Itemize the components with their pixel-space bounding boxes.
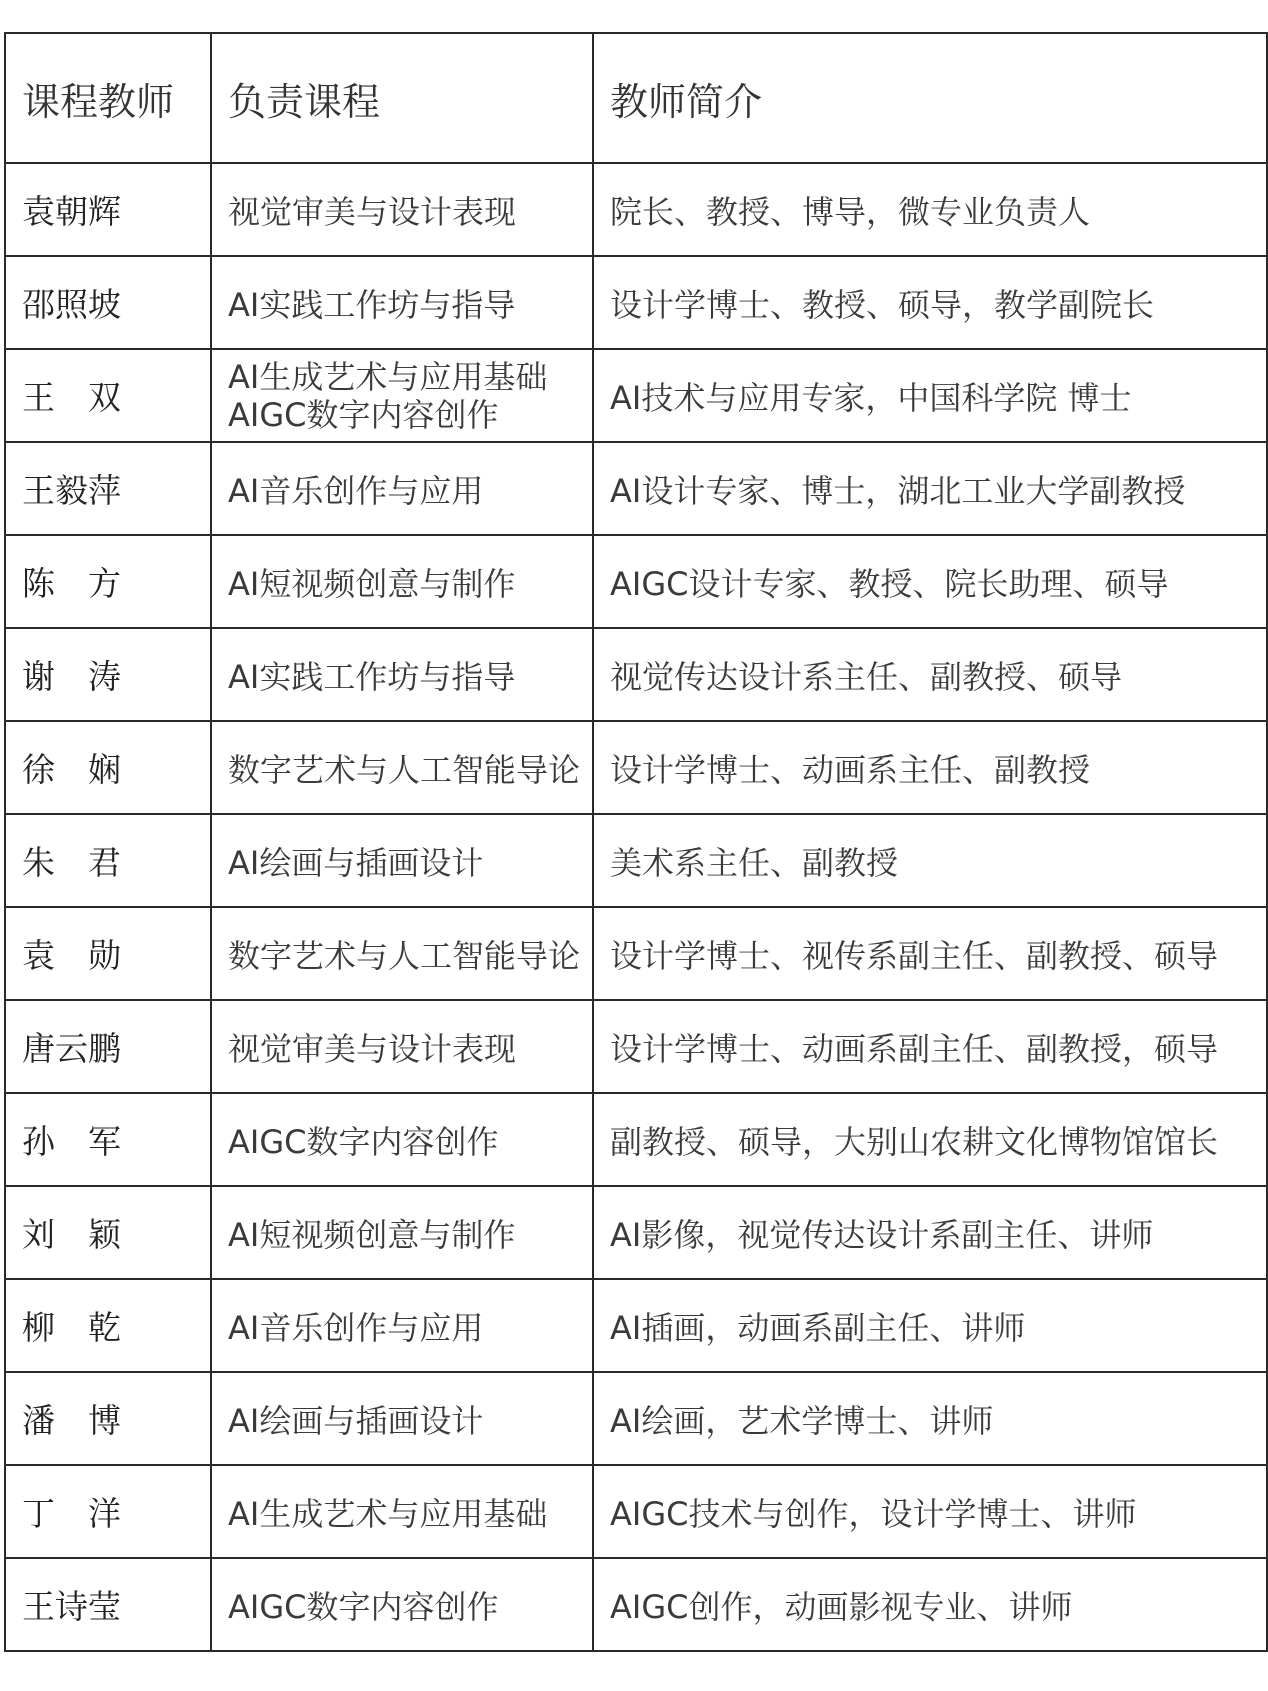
teacher-name-cell: 徐 娴 [5, 721, 211, 814]
teacher-bio-cell: 副教授、硕导，大别山农耕文化博物馆馆长 [593, 1093, 1267, 1186]
table-header-row [5, 33, 1267, 163]
course-cell [211, 535, 593, 628]
course-name: AI生成艺术与应用基础 [228, 357, 548, 396]
teacher-bio-cell: AI设计专家、博士，湖北工业大学副教授 [593, 442, 1267, 535]
course-name: AIGC数字内容创作 [228, 395, 499, 434]
course-cell [211, 442, 593, 535]
header-course: 负责课程 [211, 33, 593, 163]
course-name: AI实践工作坊与指导 [228, 657, 516, 696]
course-cell [211, 256, 593, 349]
course-cell [211, 907, 593, 1000]
course-name: AI音乐创作与应用 [228, 1308, 484, 1347]
teacher-name-cell: 谢 涛 [5, 628, 211, 721]
course-name: AIGC数字内容创作 [228, 1587, 499, 1626]
course-name: AIGC数字内容创作 [228, 1122, 499, 1161]
table-row [5, 721, 1267, 814]
header-bio: 教师简介 [593, 33, 1267, 163]
teacher-name-cell: 孙 军 [5, 1093, 211, 1186]
course-cell [211, 628, 593, 721]
course-name: AI绘画与插画设计 [228, 843, 484, 882]
teacher-bio-cell: AI技术与应用专家，中国科学院 博士 [593, 349, 1267, 442]
teacher-course-table-container [4, 32, 1266, 1652]
table-row [5, 1558, 1267, 1651]
table-row [5, 442, 1267, 535]
course-cell [211, 1279, 593, 1372]
teacher-name-cell: 柳 乾 [5, 1279, 211, 1372]
teacher-bio-cell: 设计学博士、视传系副主任、副教授、硕导 [593, 907, 1267, 1000]
course-cell [211, 349, 593, 442]
teacher-course-table [4, 32, 1268, 1652]
teacher-name-cell: 丁 洋 [5, 1465, 211, 1558]
table-row [5, 1279, 1267, 1372]
course-cell [211, 1465, 593, 1558]
teacher-bio-cell: 院长、教授、博导，微专业负责人 [593, 163, 1267, 256]
teacher-bio-cell: 设计学博士、动画系主任、副教授 [593, 721, 1267, 814]
teacher-bio-cell: AI绘画，艺术学博士、讲师 [593, 1372, 1267, 1465]
table-body [5, 163, 1267, 1651]
teacher-name-cell: 唐云鹏 [5, 1000, 211, 1093]
table-row [5, 535, 1267, 628]
course-name: AI音乐创作与应用 [228, 471, 484, 510]
teacher-bio-cell: AIGC创作，动画影视专业、讲师 [593, 1558, 1267, 1651]
table-row [5, 1000, 1267, 1093]
course-cell [211, 1372, 593, 1465]
course-cell [211, 163, 593, 256]
course-cell [211, 814, 593, 907]
table-row [5, 1186, 1267, 1279]
course-name: AI实践工作坊与指导 [228, 285, 516, 324]
teacher-bio-cell: AIGC技术与创作，设计学博士、讲师 [593, 1465, 1267, 1558]
table-row [5, 907, 1267, 1000]
course-cell [211, 1558, 593, 1651]
course-name: 视觉审美与设计表现 [228, 192, 517, 231]
course-name: 视觉审美与设计表现 [228, 1029, 517, 1068]
teacher-bio-cell: AI影像，视觉传达设计系副主任、讲师 [593, 1186, 1267, 1279]
teacher-name-cell: 王毅萍 [5, 442, 211, 535]
teacher-name-cell: 潘 博 [5, 1372, 211, 1465]
teacher-name-cell: 袁 勋 [5, 907, 211, 1000]
table-row [5, 814, 1267, 907]
table-row [5, 256, 1267, 349]
teacher-bio-cell: AIGC设计专家、教授、院长助理、硕导 [593, 535, 1267, 628]
course-cell [211, 1186, 593, 1279]
teacher-bio-cell: 美术系主任、副教授 [593, 814, 1267, 907]
table-row [5, 163, 1267, 256]
course-name: AI短视频创意与制作 [228, 564, 516, 603]
course-name: AI绘画与插画设计 [228, 1401, 484, 1440]
header-teacher: 课程教师 [5, 33, 211, 163]
teacher-name-cell: 陈 方 [5, 535, 211, 628]
table-row [5, 1465, 1267, 1558]
course-cell [211, 721, 593, 814]
course-cell [211, 1093, 593, 1186]
teacher-bio-cell: 视觉传达设计系主任、副教授、硕导 [593, 628, 1267, 721]
table-row [5, 1093, 1267, 1186]
teacher-bio-cell: AI插画，动画系副主任、讲师 [593, 1279, 1267, 1372]
teacher-name-cell: 刘 颖 [5, 1186, 211, 1279]
course-cell [211, 1000, 593, 1093]
table-row [5, 1372, 1267, 1465]
teacher-bio-cell: 设计学博士、教授、硕导，教学副院长 [593, 256, 1267, 349]
teacher-name-cell: 朱 君 [5, 814, 211, 907]
table-row [5, 628, 1267, 721]
course-name: 数字艺术与人工智能导论 [228, 750, 581, 789]
teacher-bio-cell: 设计学博士、动画系副主任、副教授，硕导 [593, 1000, 1267, 1093]
teacher-name-cell: 邵照坡 [5, 256, 211, 349]
course-name: AI生成艺术与应用基础 [228, 1494, 548, 1533]
teacher-name-cell: 王 双 [5, 349, 211, 442]
course-name: 数字艺术与人工智能导论 [228, 936, 581, 975]
table-row [5, 349, 1267, 442]
teacher-name-cell: 袁朝辉 [5, 163, 211, 256]
course-name: AI短视频创意与制作 [228, 1215, 516, 1254]
teacher-name-cell: 王诗莹 [5, 1558, 211, 1651]
